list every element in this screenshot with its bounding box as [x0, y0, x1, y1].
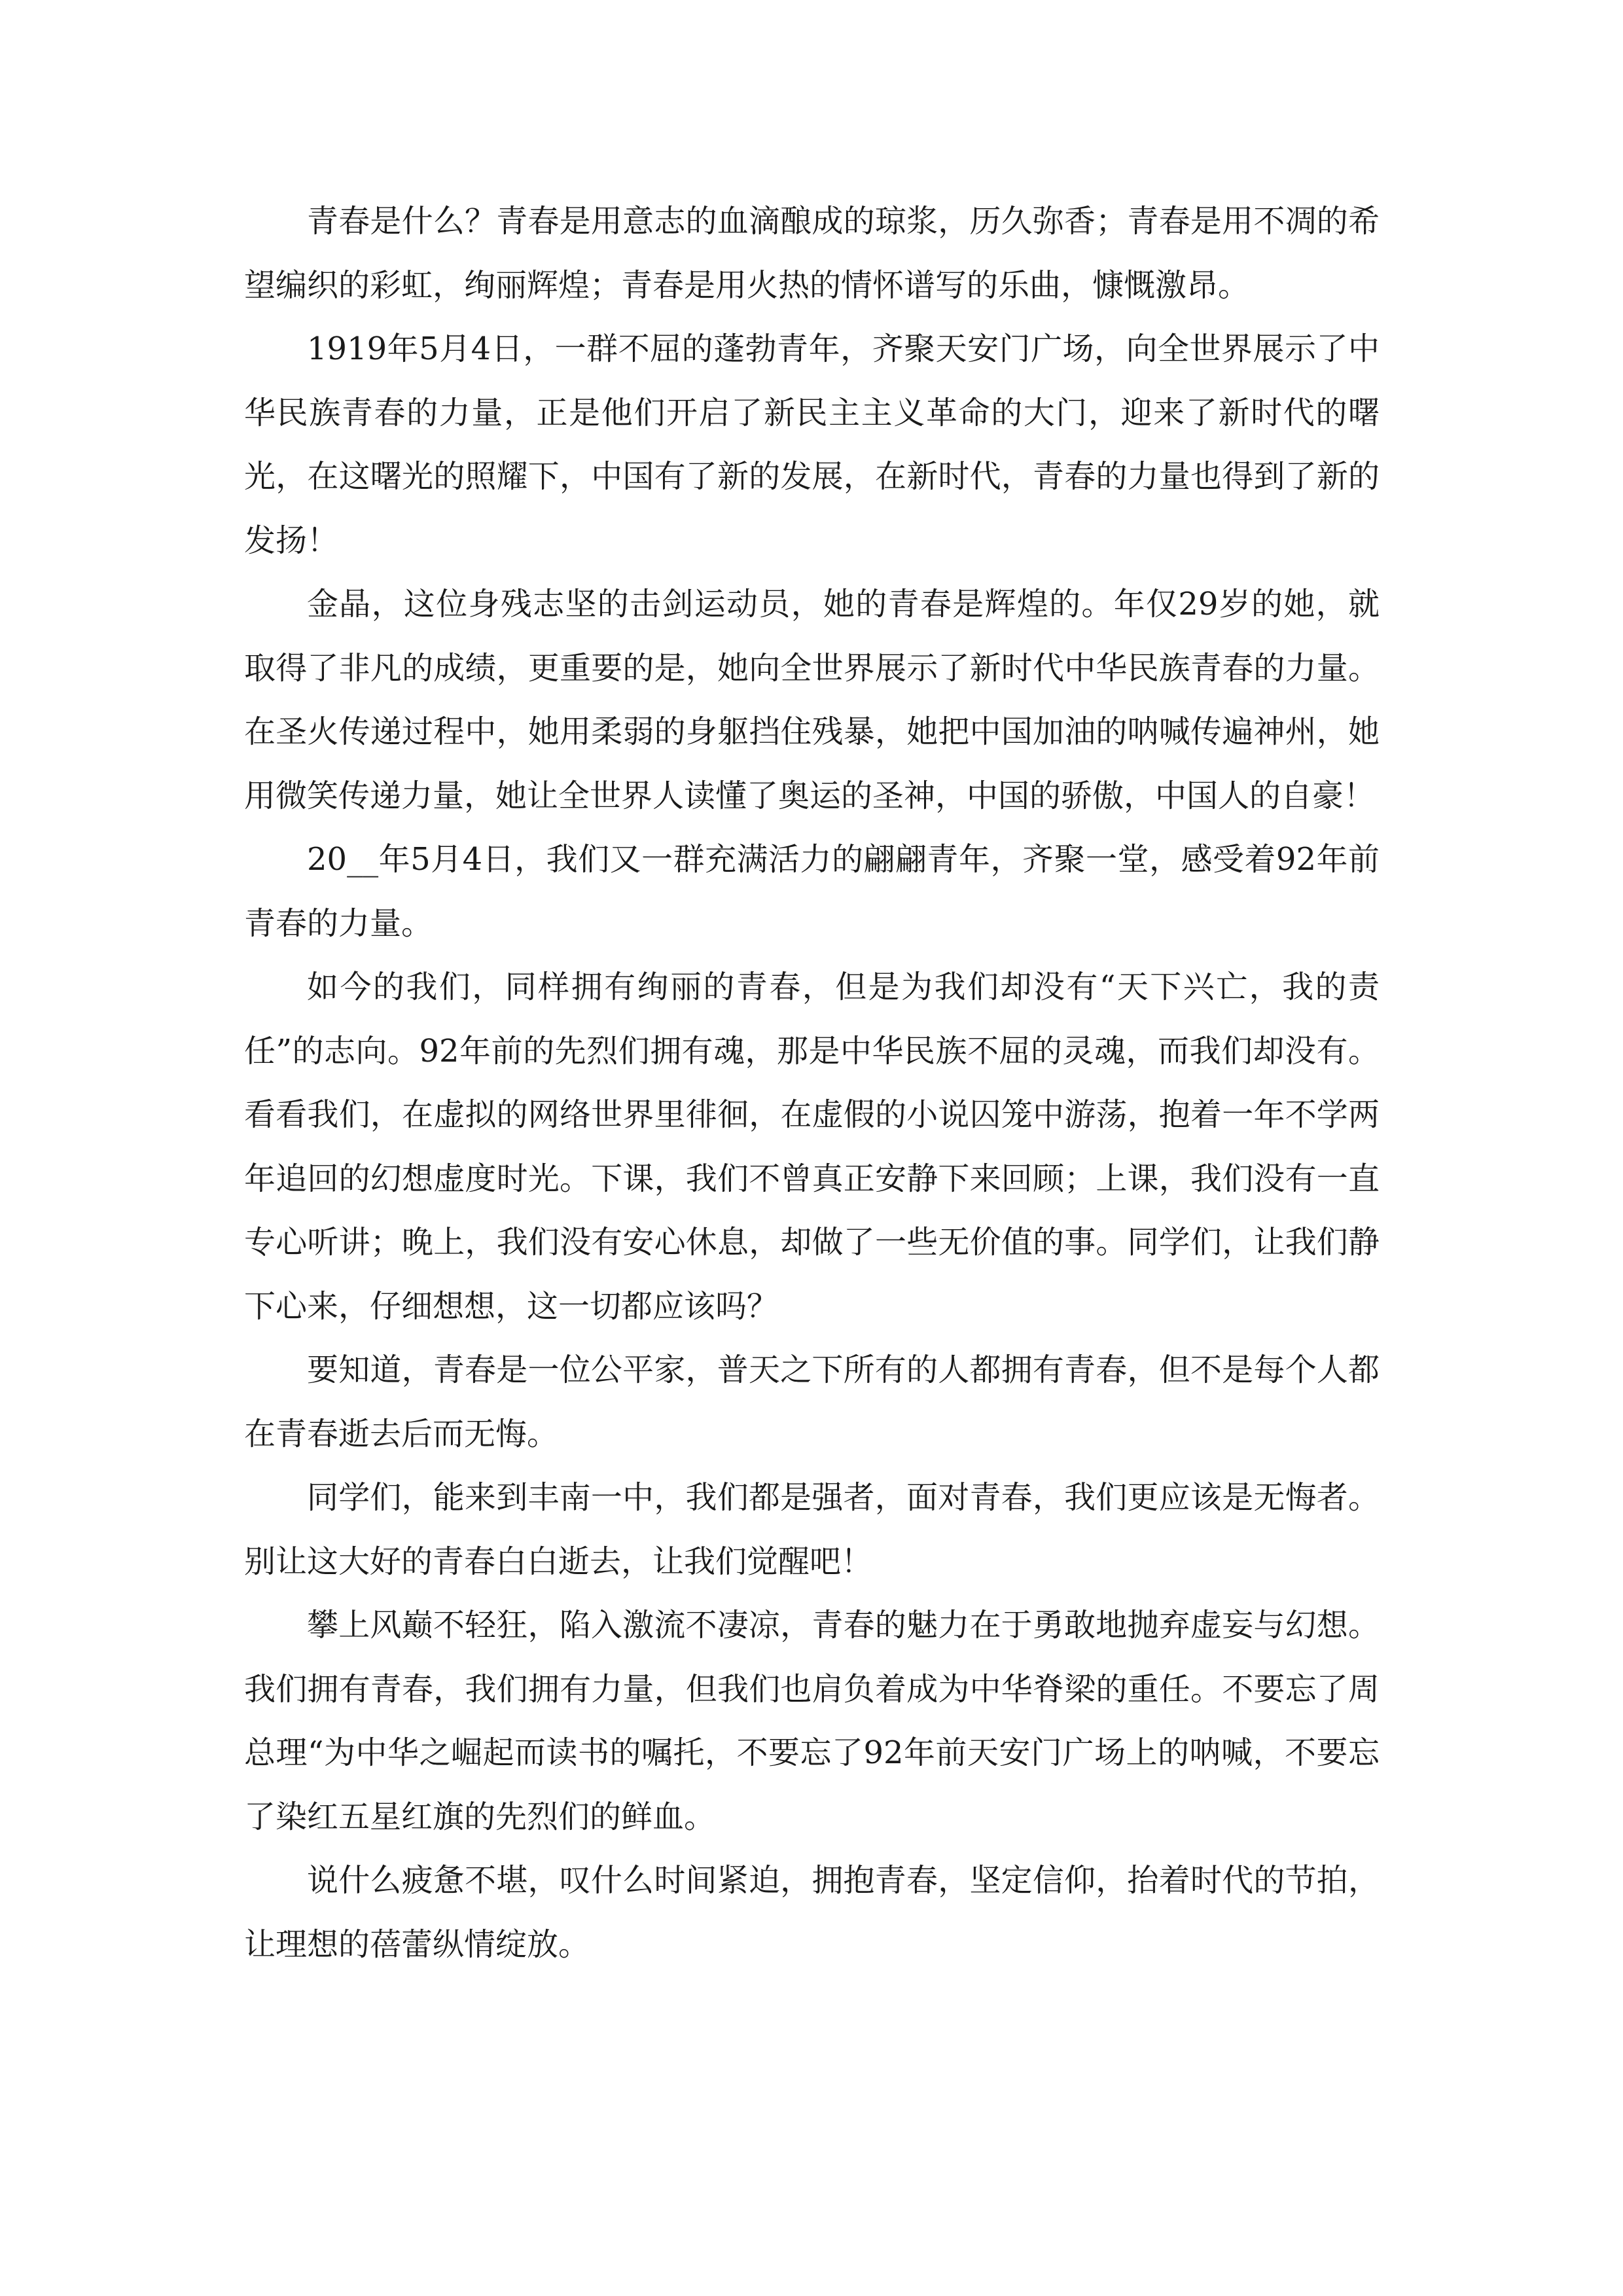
paragraph-9: 说什么疲惫不堪，叹什么时间紧迫，拥抱青春，坚定信仰，抬着时代的节拍，让理想的蓓蕾纵情绽放。 [244, 1862, 1380, 1963]
paragraph-7: 同学们，能来到丰南一中，我们都是强者，面对青春，我们更应该是无悔者。别让这大好的青春白白逝去，让我们觉醒吧！ [244, 1479, 1380, 1580]
paragraph-4: 20__年5月4日，我们又一群充满活力的翩翩青年，齐聚一堂，感受着92年前青春的力量。 [244, 841, 1380, 942]
paragraph-8: 攀上风巅不轻狂，陷入激流不凄凉，青春的魅力在于勇敢地抛弃虚妄与幻想。我们拥有青春，我们拥有力量，但我们也肩负着成为中华脊梁的重任。不要忘了周总理“为中华之崛起而读书的嘱托，不要忘了92年前天安门广场上的呐喊，不要忘了染红五星红旗的先烈们的鲜血。 [244, 1607, 1380, 1835]
paragraph-2: 1919年5月4日，一群不屈的蓬勃青年，齐聚天安门广场，向全世界展示了中华民族青春的力量，正是他们开启了新民主主义革命的大门，迎来了新时代的曙光，在这曙光的照耀下，中国有了新的发展，在新时代，青春的力量也得到了新的发扬！ [244, 331, 1380, 559]
document-body [244, 190, 1380, 1977]
paragraph-3: 金晶，这位身残志坚的击剑运动员，她的青春是辉煌的。年仅29岁的她，就取得了非凡的成绩，更重要的是，她向全世界展示了新时代中华民族青春的力量。在圣火传递过程中，她用柔弱的身躯挡住残暴，她把中国加油的呐喊传遍神州，她用微笑传递力量，她让全世界人读懂了奥运的圣神，中国的骄傲，中国人的自豪！ [244, 586, 1380, 814]
paragraph-5: 如今的我们，同样拥有绚丽的青春，但是为我们却没有“天下兴亡，我的责任”的志向。92年前的先烈们拥有魂，那是中华民族不屈的灵魂，而我们却没有。看看我们，在虚拟的网络世界里徘徊，在虚假的小说囚笼中游荡，抱着一年不学两年追回的幻想虚度时光。下课，我们不曾真正安静下来回顾；上课，我们没有一直专心听讲；晚上，我们没有安心休息，却做了一些无价值的事。同学们，让我们静下心来，仔细想想，这一切都应该吗？ [244, 969, 1380, 1325]
paragraph-1: 青春是什么？青春是用意志的血滴酿成的琼浆，历久弥香；青春是用不凋的希望编织的彩虹，绚丽辉煌；青春是用火热的情怀谱写的乐曲，慷慨激昂。 [244, 203, 1380, 304]
paragraph-6: 要知道，青春是一位公平家，普天之下所有的人都拥有青春，但不是每个人都在青春逝去后而无悔。 [244, 1352, 1380, 1452]
